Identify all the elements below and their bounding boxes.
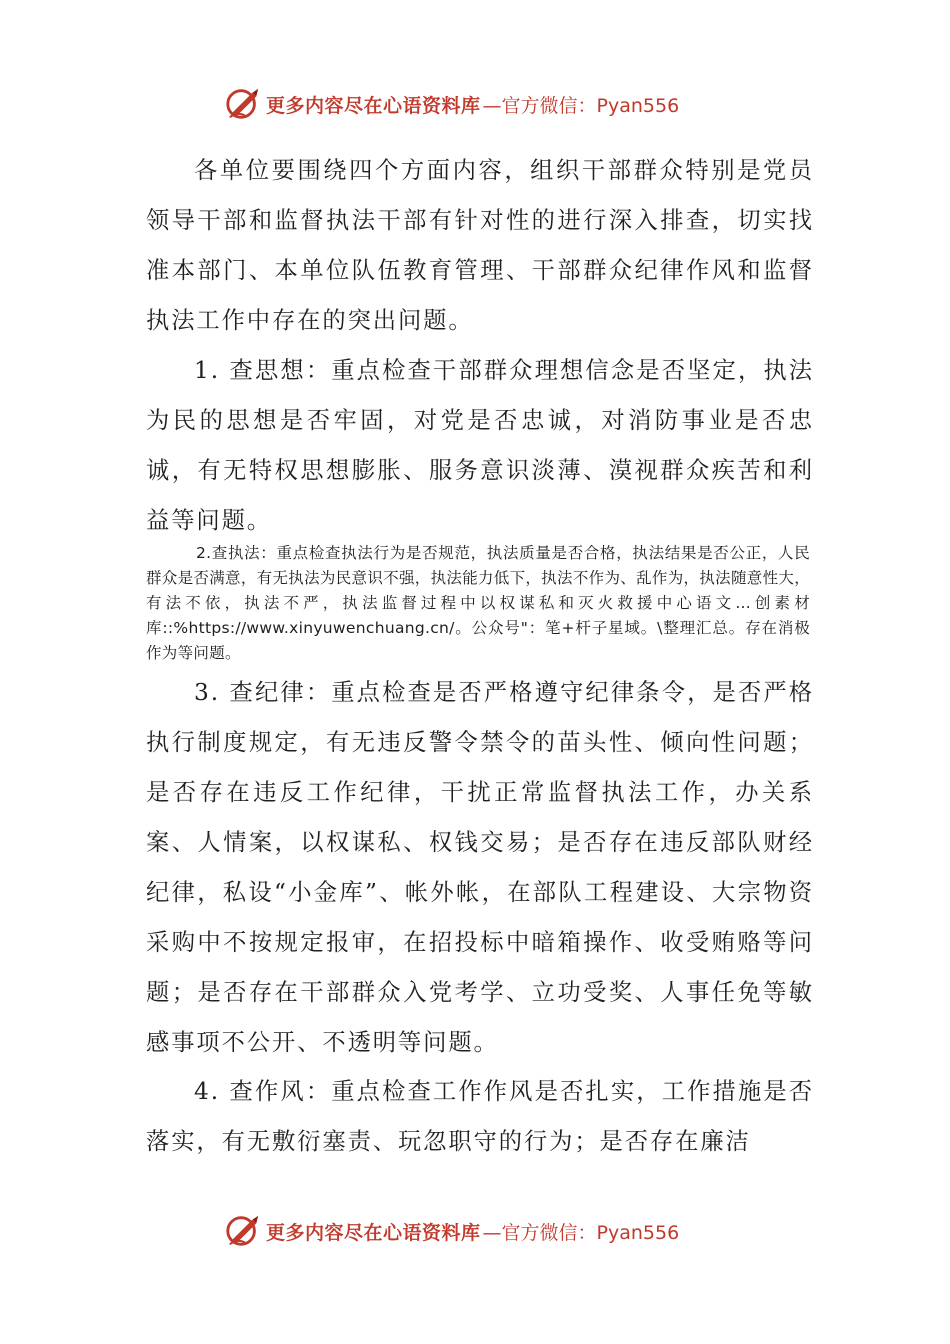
footer-banner-text: 更多内容尽在心语资料库 xyxy=(266,1221,481,1244)
paragraph-intro-text: 各单位要围绕四个方面内容，组织干部群众特别是党员领导干部和监督执法干部有针对性的进行深入排查，切实找准本部门、本单位队伍教育管理、干部群众纪律作风和监督执法工作中存在的突出问题。 xyxy=(146,157,814,334)
footer-banner-sub: —官方微信：Pyan556 xyxy=(482,1221,680,1244)
paragraph-item4 xyxy=(146,1067,814,1167)
header-banner-text: 更多内容尽在心语资料库 xyxy=(266,94,481,117)
paragraph-intro xyxy=(146,146,814,346)
paragraph-item4-text: 4. 查作风：重点检查工作作风是否扎实，工作措施是否落实，有无敷衍塞责、玩忽职守的行为；是否存在廉洁 xyxy=(146,1078,814,1155)
paragraph-item2: 2.查执法：重点检查执法行为是否规范，执法质量是否合格，执法结果是否公正，人民群众是否满意，有无执法为民意识不强，执法能力低下，执法不作为、乱作为，执法随意性大，有法不依，执法不严，执法监督过程中以权谋私和灭火救援中心语文…创素材库::%https://www.xinyuwenchuang.cn/。公众号"：笔+杆子星域。\整理汇总。存在消极作为等问题。 xyxy=(146,544,810,662)
paragraph-item3-text: 3. 查纪律：重点检查是否严格遵守纪律条令，是否严格执行制度规定，有无违反警令禁令的苗头性、倾向性问题；是否存在违反工作纪律，干扰正常监督执法工作，办关系案、人情案，以权谋私、权钱交易；是否存在违反部队财经纪律，私设“小金库”、帐外帐，在部队工程建设、大宗物资采购中不按规定报审，在招投标中暗箱操作、收受贿赂等问题；是否存在干部群众入党考学、立功受奖、人事任免等敏感事项不公开、不透明等问题。 xyxy=(146,679,814,1056)
pen-seal-icon xyxy=(224,85,262,123)
paragraph-item3 xyxy=(146,668,814,1068)
paragraph-item1 xyxy=(146,346,814,546)
footer-banner xyxy=(224,1211,679,1251)
paragraph-item1-text: 1. 查思想：重点检查干部群众理想信念是否坚定，执法为民的思想是否牢固，对党是否忠诚，对消防事业是否忠诚，有无特权思想膨胀、服务意识淡薄、漠视群众疾苦和利益等问题。 xyxy=(146,357,814,534)
header-banner-sub: —官方微信：Pyan556 xyxy=(482,94,680,117)
header-banner xyxy=(224,84,679,124)
pen-seal-icon xyxy=(224,1212,262,1250)
